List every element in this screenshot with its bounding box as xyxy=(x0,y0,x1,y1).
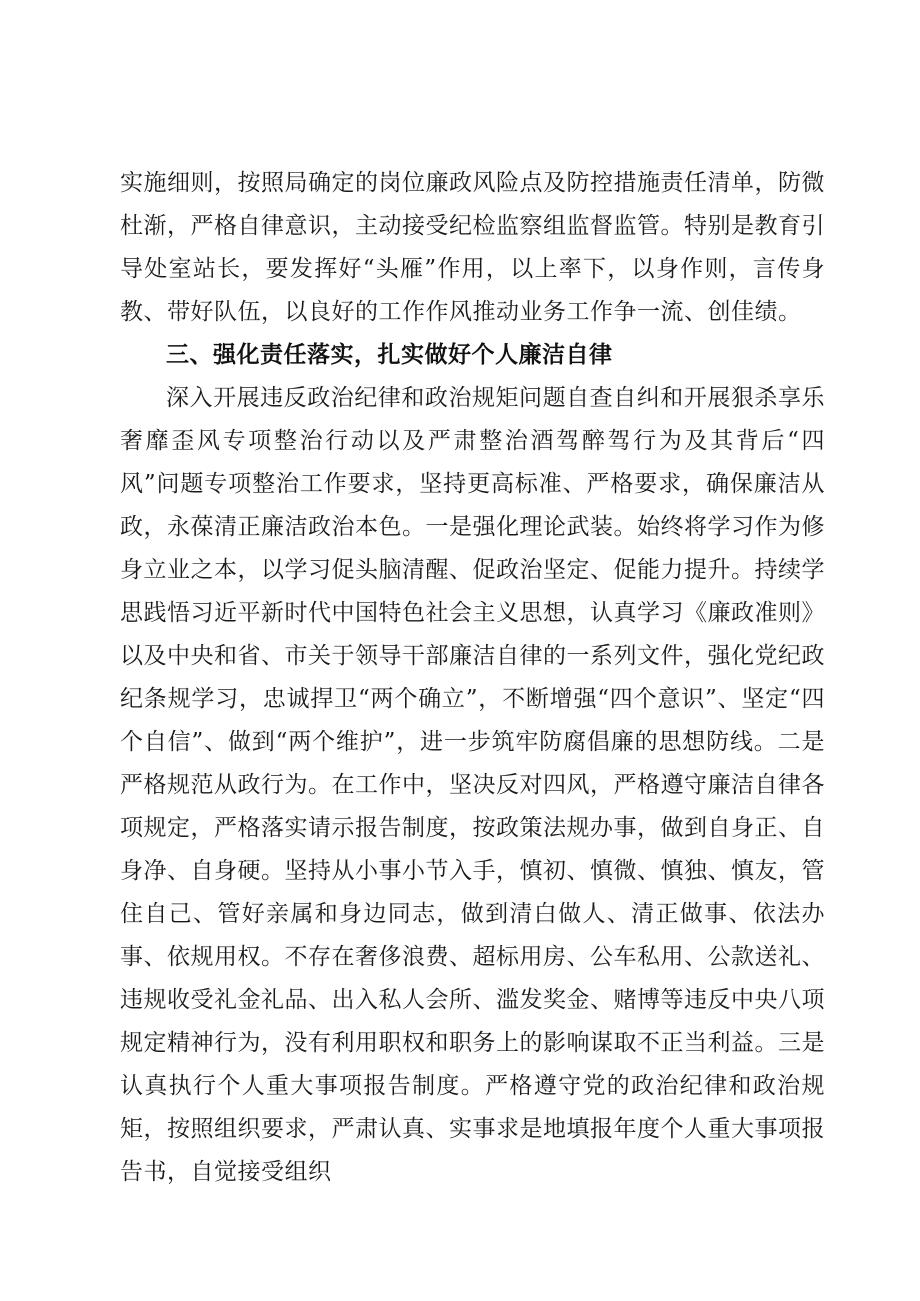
document-body xyxy=(120,162,825,1194)
continued-paragraph: 实施细则，按照局确定的岗位廉政风险点及防控措施责任清单，防微杜渐，严格自律意识，主动接受纪检监察组监督监管。特别是教育引导处室站长，要发挥好“头雁”作用，以上率下，以身作则，言传身教、带好队伍，以良好的工作作风推动业务工作争一流、创佳绩。 xyxy=(120,170,825,325)
main-paragraph: 深入开展违反政治纪律和政治规矩问题自查自纠和开展狠杀享乐奢靡歪风专项整治行动以及严肃整治酒驾醉驾行为及其背后“四风”问题专项整治工作要求，坚持更高标准、严格要求，确保廉洁从政，永葆清正廉洁政治本色。一是强化理论武装。始终将学习作为修身立业之本，以学习促头脑清醒、促政治坚定、促能力提升。持续学思践悟习近平新时代中国特色社会主义思想，认真学习《廉政准则》以及中央和省、市关于领导干部廉洁自律的一系列文件，强化党纪政纪条规学习，忠诚捍卫“两个确立”，不断增强“四个意识”、坚定“四个自信”、做到“两个维护”，进一步筑牢防腐倡廉的思想防线。二是严格规范从政行为。在工作中，坚决反对四风，严格遵守廉洁自律各项规定，严格落实请示报告制度，按政策法规办事，做到自身正、自身净、自身硬。坚持从小事小节入手，慎初、慎微、慎独、慎友，管住自己、管好亲属和身边同志，做到清白做人、清正做事、依法办事、依规用权。不存在奢侈浪费、超标用房、公车私用、公款送礼、违规收受礼金礼品、出入私人会所、滥发奖金、赌博等违反中央八项规定精神行为，没有利用职权和职务上的影响谋取不正当利益。三是认真执行个人重大事项报告制度。严格遵守党的政治纪律和政治规矩，按照组织要求，严肃认真、实事求是地填报年度个人重大事项报告书，自觉接受组织 xyxy=(120,385,825,1185)
section-heading: 三、强化责任落实，扎实做好个人廉洁自律 xyxy=(166,342,613,368)
